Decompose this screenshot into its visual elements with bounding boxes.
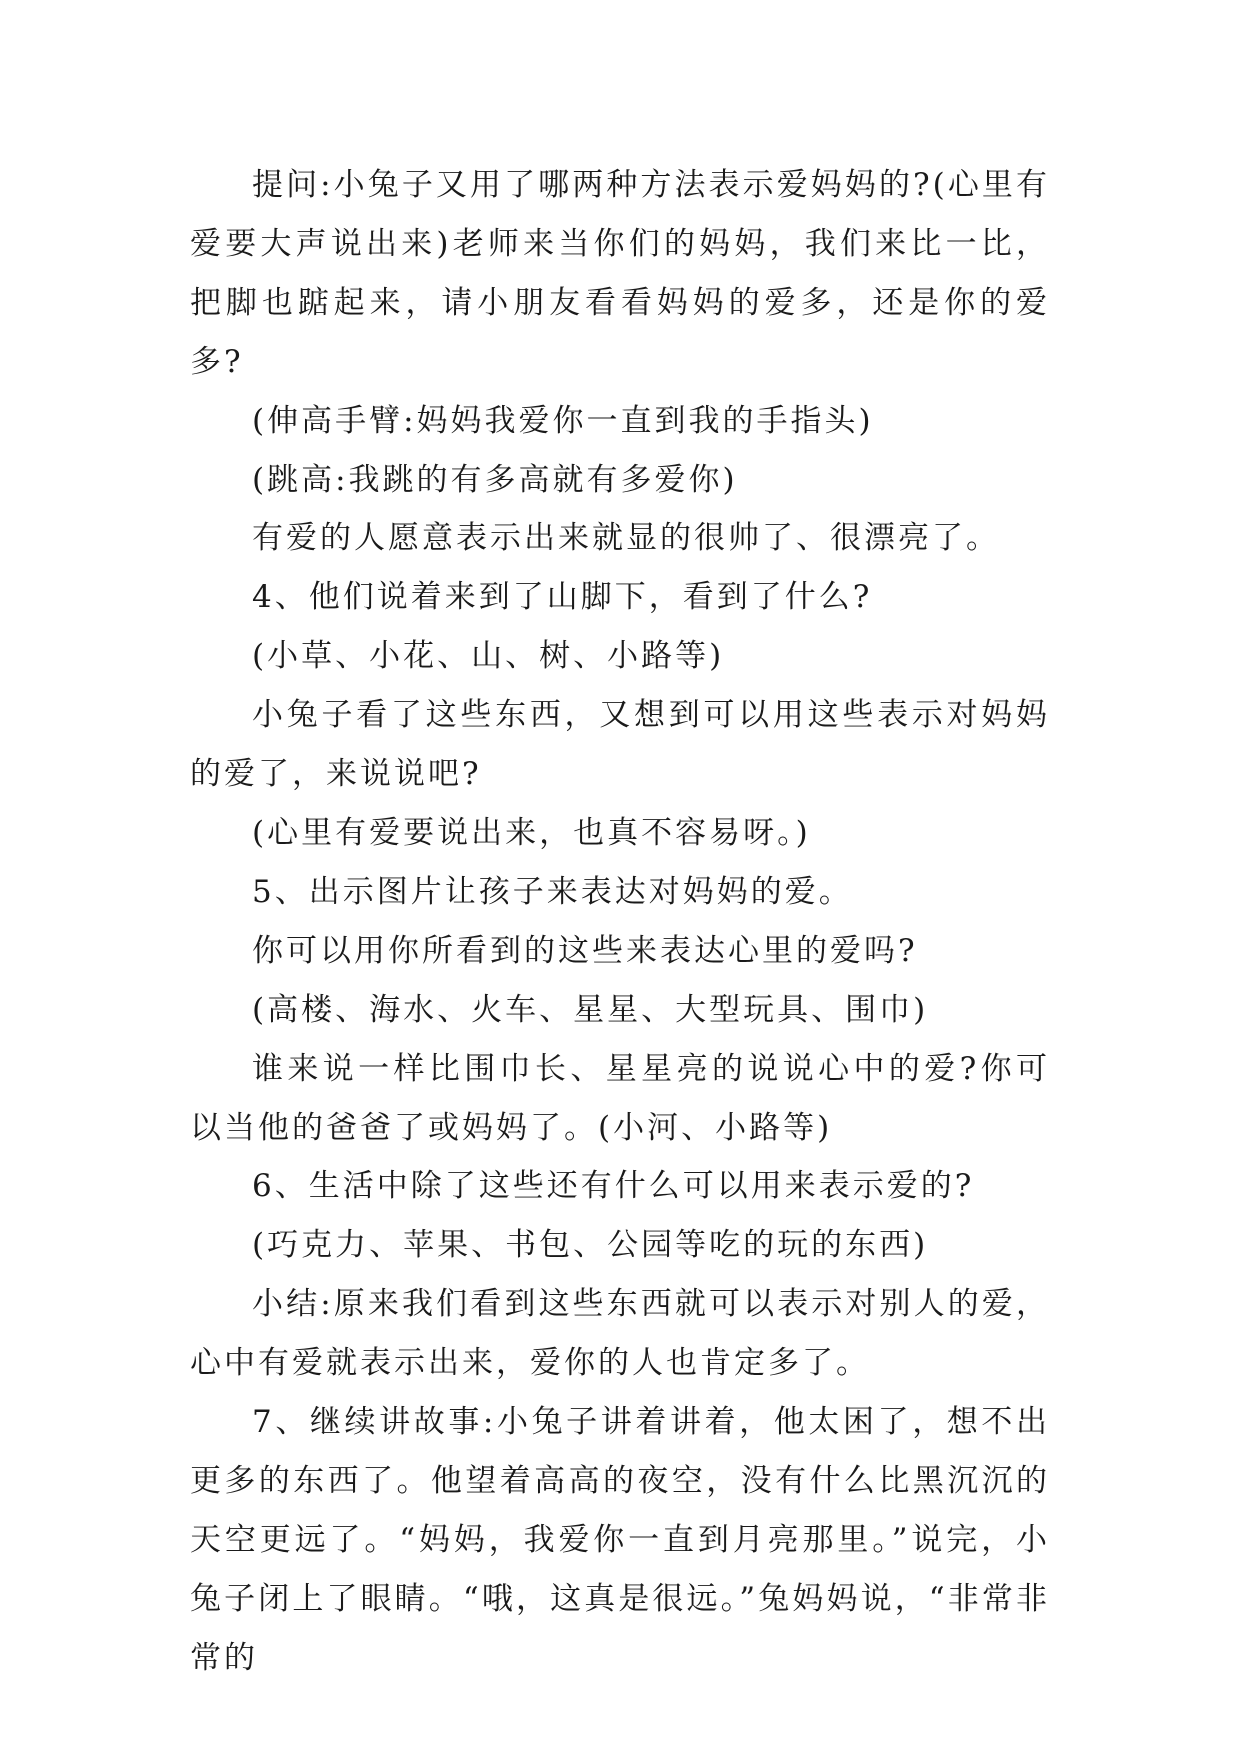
paragraph: (小草、小花、山、树、小路等): [252, 638, 725, 675]
document-body: [190, 156, 1050, 1688]
paragraph: (伸高手臂:妈妈我爱你一直到我的手指头): [252, 402, 874, 439]
paragraph: 小兔子看了这些东西，又想到可以用这些表示对妈妈的爱了，来说说吧?: [190, 697, 1050, 793]
paragraph: (心里有爱要说出来，也真不容易呀。): [252, 814, 811, 851]
paragraph: 6、生活中除了这些还有什么可以用来表示爱的?: [252, 1168, 975, 1205]
paragraph: (巧克力、苹果、书包、公园等吃的玩的东西): [252, 1227, 929, 1264]
paragraph: 谁来说一样比围巾长、星星亮的说说心中的爱?你可以当他的爸爸了或妈妈了。(小河、小路等): [190, 1050, 1050, 1146]
paragraph: 5、出示图片让孩子来表达对妈妈的爱。: [252, 873, 853, 910]
paragraph: 小结:原来我们看到这些东西就可以表示对别人的爱，心中有爱就表示出来，爱你的人也肯定多了。: [190, 1286, 1050, 1382]
paragraph: 7、继续讲故事:小兔子讲着讲着，他太困了，想不出更多的东西了。他望着高高的夜空，没有什么比黑沉沉的天空更远了。“妈妈，我爱你一直到月亮那里。”说完，小兔子闭上了眼睛。“哦，这真是很远。”兔妈妈说，“非常非常的: [190, 1404, 1050, 1676]
paragraph: (跳高:我跳的有多高就有多爱你): [252, 461, 738, 498]
paragraph: 你可以用你所看到的这些来表达心里的爱吗?: [252, 932, 918, 969]
paragraph: 有爱的人愿意表示出来就显的很帅了、很漂亮了。: [252, 520, 1000, 557]
paragraph: (高楼、海水、火车、星星、大型玩具、围巾): [252, 991, 929, 1028]
paragraph: 4、他们说着来到了山脚下，看到了什么?: [252, 579, 873, 616]
paragraph: 提问:小兔子又用了哪两种方法表示爱妈妈的?(心里有爱要大声说出来)老师来当你们的妈妈，我们来比一比，把脚也踮起来，请小朋友看看妈妈的爱多，还是你的爱多?: [190, 167, 1050, 380]
